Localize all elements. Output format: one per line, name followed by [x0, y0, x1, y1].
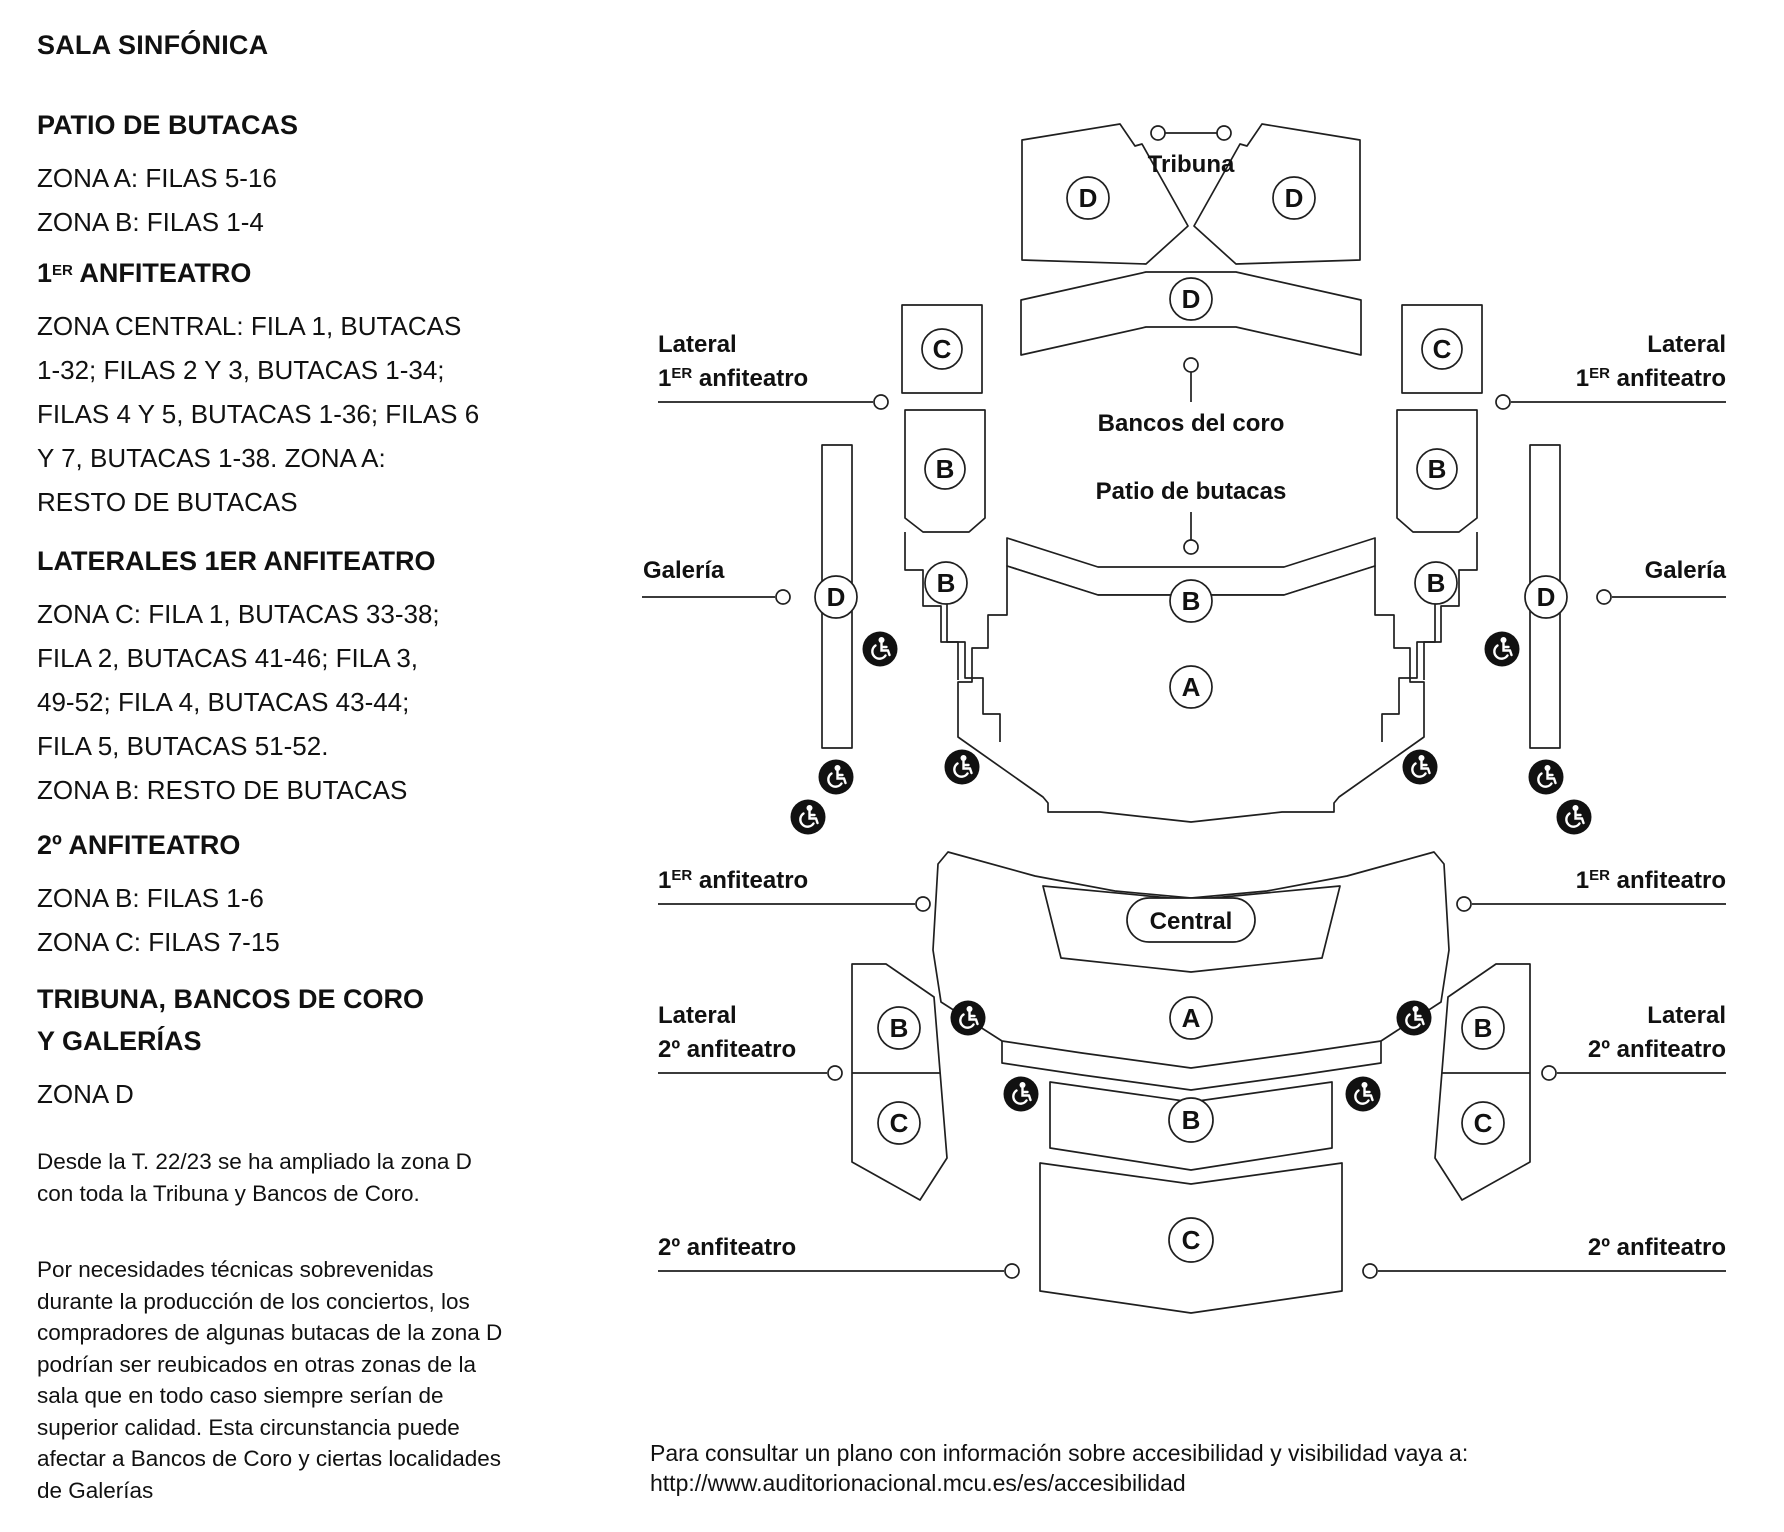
note-paragraph: Desde la T. 22/23 se ha ampliado la zona D con toda la Tribuna y Bancos de Coro. — [37, 1149, 472, 1206]
leader-bancos — [1184, 358, 1198, 402]
section-line: ZONA D — [37, 1079, 134, 1109]
svg-text:B: B — [889, 1013, 909, 1043]
leader-tribuna — [1151, 126, 1231, 140]
svg-text:A: A — [1181, 672, 1201, 702]
zone-marker-tribuna-right — [1273, 177, 1315, 219]
wheelchair-icon — [1403, 750, 1438, 785]
leader-anf2-left — [658, 1264, 1019, 1278]
section-line: ZONA C: FILA 1, BUTACAS 33-38; — [37, 599, 440, 629]
wheelchair-icon — [1397, 1001, 1432, 1036]
svg-text:D: D — [826, 582, 846, 612]
wheelchair-icon — [1529, 760, 1564, 795]
zone-marker-lateral2-b-right — [1462, 1007, 1504, 1049]
section-line: ZONA B: FILAS 1-4 — [37, 207, 264, 237]
label-anf1-left: 1ER anfiteatro — [658, 867, 809, 894]
wheelchair-icon — [791, 800, 826, 835]
label-lateral1-right-2: 1ER anfiteatro — [1575, 365, 1726, 392]
leader-lateral2-right — [1542, 1066, 1726, 1080]
svg-text:B: B — [1181, 1105, 1201, 1135]
leader-anf1-right — [1457, 897, 1726, 911]
svg-text:B: B — [936, 568, 956, 598]
note-paragraph: Por necesidades técnicas sobrevenidas durante la producción de los conciertos, los compradores de algunas butacas de la zona D podrían ser reubicados en otras zonas de la sala que en todo caso siempre serían de superior calidad. Esta circunstancia puede afectar a Bancos de Coro y ciertas localidades de Galerías — [37, 1257, 503, 1503]
section-heading: TRIBUNA, BANCOS DE CORO Y GALERÍAS — [37, 984, 425, 1056]
label-bancos-del-coro: Bancos del coro — [1097, 410, 1285, 437]
section-line: ZONA B: FILAS 1-6 — [37, 883, 264, 913]
label-galeria-right: Galería — [1644, 557, 1726, 584]
section-line: ZONA C: FILAS 7-15 — [37, 927, 280, 957]
zone-marker-tribuna-left — [1067, 177, 1109, 219]
zone-marker-anf1-a — [1170, 997, 1212, 1039]
section-line: 1-32; FILAS 2 Y 3, BUTACAS 1-34; — [37, 354, 445, 385]
wheelchair-icon — [1557, 800, 1592, 835]
svg-text:D: D — [1284, 183, 1304, 213]
zone-marker-galeria-left — [815, 576, 857, 618]
label-patio-de-butacas: Patio de butacas — [1095, 478, 1287, 505]
svg-text:D: D — [1181, 284, 1201, 314]
zone-marker-lateral2-c-right — [1462, 1102, 1504, 1144]
svg-text:B: B — [1181, 586, 1201, 616]
label-anf1-right: 1ER anfiteatro — [1575, 867, 1726, 894]
leader-galeria-right — [1597, 590, 1726, 604]
zone-marker-lateral2-b-left — [878, 1007, 920, 1049]
zone-marker-patio-b — [1170, 580, 1212, 622]
zone-marker-anf2-c — [1169, 1218, 1213, 1262]
section-line: 49-52; FILA 4, BUTACAS 43-44; — [37, 687, 410, 717]
section-heading: 1ER ANFITEATRO — [37, 257, 252, 288]
leader-anf1-left — [658, 897, 930, 911]
section-line: ZONA A: FILAS 5-16 — [37, 163, 277, 193]
leader-anf2-right — [1363, 1264, 1726, 1278]
zone-marker-lateral1-b2-right — [1415, 562, 1457, 604]
zone-marker-anf2-b — [1169, 1098, 1213, 1142]
accessibility-note: Para consultar un plano con información sobre accesibilidad y visibilidad vaya a: http://www.auditorionacional.mcu.es/es/accesibilidad — [650, 1440, 1469, 1496]
svg-text:B: B — [1473, 1013, 1493, 1043]
svg-text:B: B — [1427, 454, 1447, 484]
section-line: Y 7, BUTACAS 1-38. ZONA A: — [37, 442, 386, 473]
leader-galeria-left — [642, 590, 790, 604]
label-lateral2-left: Lateral — [658, 1002, 737, 1029]
svg-text:C: C — [1432, 334, 1452, 364]
label-anf2-left: 2º anfiteatro — [658, 1234, 797, 1261]
label-galeria-left: Galería — [643, 557, 725, 584]
zone-marker-galeria-right — [1525, 576, 1567, 618]
label-lateral2-left-2: 2º anfiteatro — [658, 1036, 797, 1063]
section-heading: 2º ANFITEATRO — [37, 830, 241, 860]
svg-text:D: D — [1078, 183, 1098, 213]
section-line: FILA 5, BUTACAS 51-52. — [37, 731, 329, 761]
section-line: FILA 2, BUTACAS 41-46; FILA 3, — [37, 643, 419, 673]
label-tribuna: Tribuna — [1147, 151, 1235, 178]
leader-patio — [1184, 512, 1198, 554]
section-line: RESTO DE BUTACAS — [37, 486, 298, 517]
zone-marker-lateral1-c-right — [1422, 329, 1462, 369]
svg-text:C: C — [932, 334, 952, 364]
zone-marker-lateral1-b-right — [1417, 449, 1457, 489]
lateral2-left-shape — [852, 964, 947, 1200]
lateral2-right-shape — [1435, 964, 1530, 1200]
wheelchair-icon — [1346, 1077, 1381, 1112]
label-lateral1-right: Lateral — [1647, 331, 1726, 358]
stairs-right-outer — [1424, 532, 1477, 680]
page-title: SALA SINFÓNICA — [37, 30, 269, 60]
wheelchair-icon — [863, 632, 898, 667]
section-line: FILAS 4 Y 5, BUTACAS 1-36; FILAS 6 — [37, 398, 480, 429]
section-line: ZONA B: RESTO DE BUTACAS — [37, 775, 408, 805]
leader-lateral1-right — [1496, 395, 1726, 409]
stairs-left-outer — [905, 532, 958, 680]
label-lateral2-right-2: 2º anfiteatro — [1587, 1036, 1726, 1063]
wheelchair-icon — [1485, 632, 1520, 667]
leader-lateral1-left — [658, 395, 888, 409]
svg-text:C: C — [889, 1108, 909, 1138]
svg-text:C: C — [1473, 1108, 1493, 1138]
label-anf2-right: 2º anfiteatro — [1587, 1234, 1726, 1261]
label-lateral1-left: Lateral — [658, 331, 737, 358]
zone-marker-choir-band — [1170, 278, 1212, 320]
wheelchair-icon — [1004, 1077, 1039, 1112]
svg-text:C: C — [1181, 1225, 1201, 1255]
wheelchair-icon — [951, 1001, 986, 1036]
label-lateral2-right: Lateral — [1647, 1002, 1726, 1029]
svg-text:B: B — [935, 454, 955, 484]
zone-marker-patio-a — [1170, 666, 1212, 708]
section-heading: LATERALES 1ER ANFITEATRO — [37, 546, 436, 576]
leader-lateral2-left — [658, 1066, 842, 1080]
wheelchair-icon — [945, 750, 980, 785]
zone-marker-lateral2-c-left — [878, 1102, 920, 1144]
zone-marker-lateral1-b-left — [925, 449, 965, 489]
label-central: Central — [1149, 908, 1233, 935]
zone-marker-lateral1-c-left — [922, 329, 962, 369]
svg-text:A: A — [1181, 1003, 1201, 1033]
label-lateral1-left-2: 1ER anfiteatro — [658, 365, 809, 392]
section-heading: PATIO DE BUTACAS — [37, 110, 298, 140]
wheelchair-icon — [819, 760, 854, 795]
zone-marker-lateral1-b2-left — [925, 562, 967, 604]
svg-text:B: B — [1426, 568, 1446, 598]
svg-text:D: D — [1536, 582, 1556, 612]
section-line: ZONA CENTRAL: FILA 1, BUTACAS — [37, 310, 462, 341]
